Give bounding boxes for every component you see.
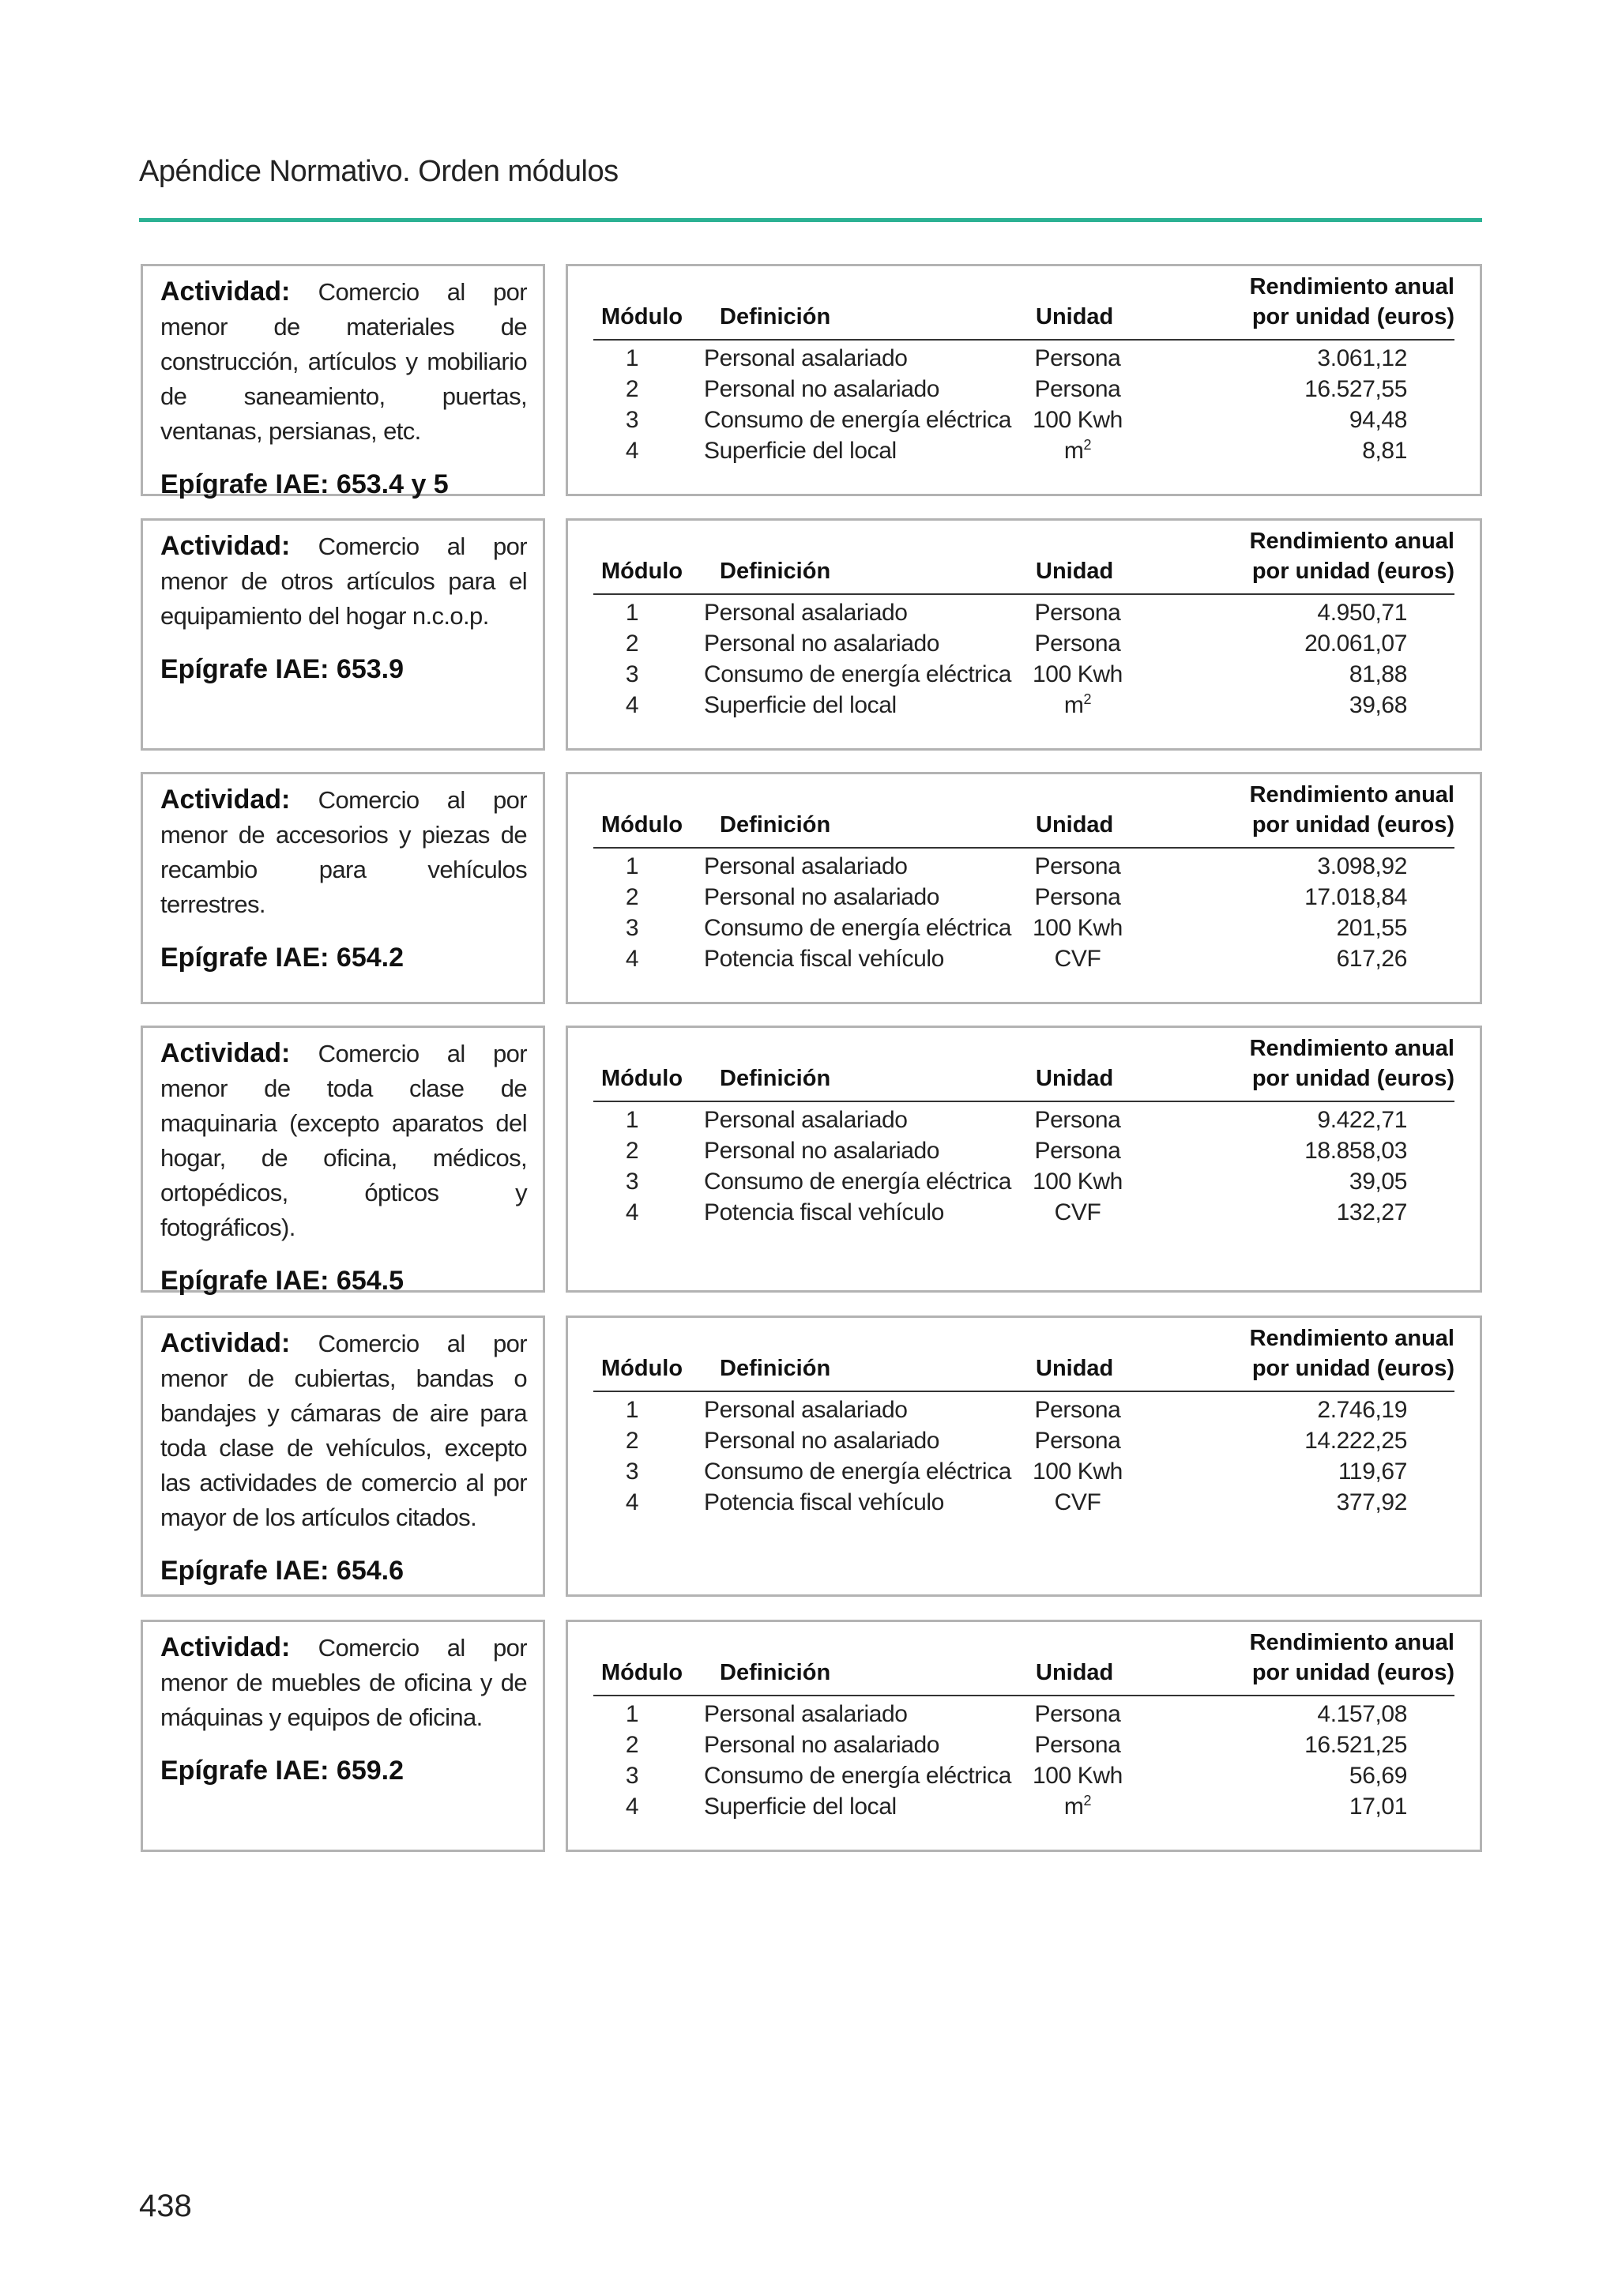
- header-rendimiento-line2: por unidad (euros): [1251, 1660, 1454, 1685]
- cell-rendimiento: 18.858,03: [1304, 1138, 1407, 1164]
- cell-rendimiento: 119,67: [1338, 1459, 1407, 1485]
- module-table: [566, 772, 1482, 1004]
- cell-definicion: Superficie del local: [704, 1794, 897, 1820]
- header-rule: [139, 218, 1482, 222]
- activity-text: Comercio al por menor de toda clase de maquinaria (excepto aparatos del hogar, de oficina, médicos, ortopédicos, ópticos y fotográficos).: [160, 1040, 527, 1241]
- cell-unidad: [999, 1107, 1157, 1134]
- header-definicion: Definición: [720, 1066, 831, 1091]
- activity-label: Actividad:: [160, 1632, 291, 1662]
- cell-definicion: Consumo de energía eléctrica: [704, 661, 1012, 687]
- cell-unidad: [999, 1428, 1157, 1455]
- cell-rendimiento: 201,55: [1336, 915, 1407, 941]
- activity-label: Actividad:: [160, 785, 291, 815]
- cell-unidad: [999, 376, 1157, 403]
- module-block: [141, 518, 1482, 751]
- cell-unidad: [999, 853, 1157, 880]
- epigrafe-label: Epígrafe IAE: 653.4 y 5: [160, 469, 449, 499]
- header-unidad: Unidad: [1036, 304, 1114, 329]
- table-header: [568, 1622, 1480, 1701]
- header-rule: [593, 1101, 1454, 1102]
- table-row: [568, 1199, 1480, 1230]
- table-row: [568, 376, 1480, 407]
- epigrafe-label: Epígrafe IAE: 654.5: [160, 1266, 404, 1296]
- cell-unidad: [999, 1701, 1157, 1728]
- unit-superscript: 2: [1083, 1793, 1092, 1809]
- header-rule: [593, 1695, 1454, 1696]
- cell-modulo: 4: [625, 1489, 639, 1515]
- unit-text: Persona: [1034, 1701, 1121, 1727]
- table-row: [568, 1138, 1480, 1169]
- activity-box: [141, 1026, 545, 1296]
- unit-text: 100 Kwh: [1033, 1169, 1123, 1195]
- cell-rendimiento: 4.157,08: [1317, 1701, 1407, 1727]
- cell-rendimiento: 377,92: [1336, 1489, 1407, 1515]
- cell-definicion: Consumo de energía eléctrica: [704, 1169, 1012, 1195]
- cell-modulo: 1: [625, 600, 639, 626]
- cell-unidad: [999, 1459, 1157, 1485]
- epigrafe-label: Epígrafe IAE: 653.9: [160, 654, 404, 684]
- cell-rendimiento: 617,26: [1336, 946, 1407, 972]
- cell-modulo: 2: [625, 1732, 639, 1758]
- module-table: [566, 1026, 1482, 1293]
- cell-unidad: [999, 1169, 1157, 1195]
- activity-text: Comercio al por menor de muebles de oficina y de máquinas y equipos de oficina.: [160, 1634, 527, 1731]
- table-row: [568, 1732, 1480, 1763]
- table-row: [568, 1169, 1480, 1199]
- cell-definicion: Personal asalariado: [704, 1701, 908, 1727]
- module-table: [566, 1620, 1482, 1852]
- header-unidad: Unidad: [1036, 1356, 1114, 1381]
- cell-modulo: 3: [625, 1763, 639, 1789]
- cell-unidad: [999, 1763, 1157, 1790]
- table-row: [568, 884, 1480, 915]
- table-row: [568, 345, 1480, 376]
- header-definicion: Definición: [720, 812, 831, 837]
- cell-unidad: [999, 1397, 1157, 1424]
- epigrafe-label: Epígrafe IAE: 654.2: [160, 943, 404, 973]
- module-table: [566, 1315, 1482, 1597]
- cell-definicion: Potencia fiscal vehículo: [704, 1489, 944, 1515]
- cell-unidad: [999, 946, 1157, 973]
- header-rendimiento-line2: por unidad (euros): [1251, 559, 1454, 584]
- cell-modulo: 3: [625, 1169, 639, 1195]
- activity-description: [160, 529, 527, 634]
- cell-rendimiento: 132,27: [1336, 1199, 1407, 1225]
- header-modulo: Módulo: [601, 1066, 683, 1091]
- unit-text: Persona: [1034, 345, 1121, 371]
- table-row: [568, 1397, 1480, 1428]
- unit-text: Persona: [1034, 853, 1121, 879]
- cell-unidad: [999, 1138, 1157, 1165]
- cell-unidad: [999, 438, 1157, 465]
- cell-modulo: 3: [625, 661, 639, 687]
- unit-text: Persona: [1034, 376, 1121, 402]
- cell-modulo: 3: [625, 407, 639, 433]
- cell-rendimiento: 94,48: [1349, 407, 1407, 433]
- module-block: [141, 1620, 1482, 1852]
- table-row: [568, 630, 1480, 661]
- cell-modulo: 4: [625, 692, 639, 718]
- epigrafe-label: Epígrafe IAE: 654.6: [160, 1556, 404, 1586]
- cell-definicion: Personal no asalariado: [704, 884, 940, 910]
- cell-unidad: [999, 630, 1157, 657]
- header-rendimiento-line1: Rendimiento anual: [1249, 529, 1454, 554]
- cell-rendimiento: 3.061,12: [1317, 345, 1407, 371]
- cell-rendimiento: 17.018,84: [1304, 884, 1407, 910]
- header-definicion: Definición: [720, 304, 831, 329]
- cell-definicion: Personal no asalariado: [704, 630, 940, 657]
- activity-description: [160, 782, 527, 922]
- cell-modulo: 1: [625, 345, 639, 371]
- cell-unidad: [999, 915, 1157, 942]
- cell-definicion: Personal no asalariado: [704, 376, 940, 402]
- header-rule: [593, 1391, 1454, 1392]
- unit-text: CVF: [1054, 1199, 1101, 1225]
- cell-modulo: 4: [625, 1794, 639, 1820]
- header-rendimiento-line1: Rendimiento anual: [1249, 1630, 1454, 1655]
- cell-unidad: [999, 407, 1157, 434]
- cell-definicion: Personal no asalariado: [704, 1138, 940, 1164]
- cell-definicion: Consumo de energía eléctrica: [704, 407, 1012, 433]
- unit-text: Persona: [1034, 1397, 1121, 1423]
- cell-rendimiento: 8,81: [1362, 438, 1407, 464]
- table-header: [568, 266, 1480, 345]
- table-header: [568, 1028, 1480, 1107]
- table-row: [568, 1763, 1480, 1794]
- cell-rendimiento: 3.098,92: [1317, 853, 1407, 879]
- cell-unidad: [999, 345, 1157, 372]
- cell-modulo: 1: [625, 853, 639, 879]
- header-rendimiento-line1: Rendimiento anual: [1249, 274, 1454, 299]
- module-block: [141, 1026, 1482, 1296]
- unit-superscript: 2: [1083, 437, 1092, 453]
- cell-unidad: [999, 600, 1157, 627]
- activity-box: [141, 772, 545, 1004]
- unit-text: 100 Kwh: [1033, 915, 1123, 941]
- activity-label: Actividad:: [160, 1328, 291, 1358]
- table-row: [568, 946, 1480, 977]
- header-rule: [593, 847, 1454, 849]
- unit-superscript: 2: [1083, 691, 1092, 707]
- header-rendimiento-line1: Rendimiento anual: [1249, 782, 1454, 807]
- cell-modulo: 4: [625, 946, 639, 972]
- unit-text: 100 Kwh: [1033, 407, 1123, 433]
- table-row: [568, 661, 1480, 692]
- cell-definicion: Personal no asalariado: [704, 1732, 940, 1758]
- header-rendimiento-line2: por unidad (euros): [1251, 1066, 1454, 1091]
- unit-text: 100 Kwh: [1033, 1459, 1123, 1485]
- activity-text: Comercio al por menor de materiales de construcción, artículos y mobiliario de saneamiento, puertas, ventanas, persianas, etc.: [160, 278, 527, 445]
- cell-unidad: [999, 1489, 1157, 1516]
- header-modulo: Módulo: [601, 812, 683, 837]
- cell-definicion: Superficie del local: [704, 692, 897, 718]
- header-unidad: Unidad: [1036, 559, 1114, 584]
- header-definicion: Definición: [720, 559, 831, 584]
- cell-rendimiento: 20.061,07: [1304, 630, 1407, 657]
- header-unidad: Unidad: [1036, 1660, 1114, 1685]
- module-table: [566, 264, 1482, 496]
- activity-text: Comercio al por menor de cubiertas, bandas o bandajes y cámaras de aire para toda clase de vehículos, excepto las actividades de comercio al por mayor de los artículos citados.: [160, 1330, 527, 1531]
- cell-rendimiento: 4.950,71: [1317, 600, 1407, 626]
- cell-modulo: 4: [625, 438, 639, 464]
- unit-text: m: [1063, 692, 1084, 718]
- cell-definicion: Personal asalariado: [704, 853, 908, 879]
- cell-definicion: Personal asalariado: [704, 345, 908, 371]
- unit-text: CVF: [1054, 946, 1101, 972]
- table-row: [568, 915, 1480, 946]
- cell-rendimiento: 56,69: [1349, 1763, 1407, 1789]
- header-modulo: Módulo: [601, 559, 683, 584]
- header-modulo: Módulo: [601, 1660, 683, 1685]
- unit-text: Persona: [1034, 1428, 1121, 1454]
- cell-unidad: [999, 884, 1157, 911]
- table-row: [568, 600, 1480, 630]
- table-header: [568, 774, 1480, 853]
- activity-label: Actividad:: [160, 531, 291, 561]
- header-rendimiento-line1: Rendimiento anual: [1249, 1036, 1454, 1061]
- cell-unidad: [999, 1199, 1157, 1226]
- cell-definicion: Consumo de energía eléctrica: [704, 1763, 1012, 1789]
- cell-rendimiento: 39,68: [1349, 692, 1407, 718]
- activity-label: Actividad:: [160, 1038, 291, 1068]
- activity-text: Comercio al por menor de accesorios y piezas de recambio para vehículos terrestres.: [160, 786, 527, 918]
- activity-description: [160, 274, 527, 449]
- module-block: [141, 1315, 1482, 1597]
- table-row: [568, 1428, 1480, 1459]
- header-rule: [593, 339, 1454, 341]
- cell-definicion: Potencia fiscal vehículo: [704, 1199, 944, 1225]
- cell-modulo: 2: [625, 1428, 639, 1454]
- cell-rendimiento: 39,05: [1349, 1169, 1407, 1195]
- cell-rendimiento: 16.527,55: [1304, 376, 1407, 402]
- cell-modulo: 1: [625, 1107, 639, 1133]
- activity-description: [160, 1326, 527, 1535]
- cell-definicion: Personal asalariado: [704, 1107, 908, 1133]
- cell-modulo: 2: [625, 630, 639, 657]
- cell-modulo: 2: [625, 884, 639, 910]
- cell-definicion: Personal asalariado: [704, 1397, 908, 1423]
- unit-text: 100 Kwh: [1033, 661, 1123, 687]
- cell-modulo: 1: [625, 1701, 639, 1727]
- activity-box: [141, 518, 545, 751]
- unit-text: m: [1063, 438, 1084, 464]
- cell-definicion: Potencia fiscal vehículo: [704, 946, 944, 972]
- cell-unidad: [999, 1794, 1157, 1820]
- cell-modulo: 4: [625, 1199, 639, 1225]
- unit-text: Persona: [1034, 1138, 1121, 1164]
- activity-box: [141, 1315, 545, 1597]
- cell-modulo: 1: [625, 1397, 639, 1423]
- unit-text: m: [1063, 1794, 1084, 1820]
- header-modulo: Módulo: [601, 304, 683, 329]
- table-row: [568, 1459, 1480, 1489]
- table-row: [568, 1489, 1480, 1520]
- unit-text: Persona: [1034, 884, 1121, 910]
- table-header: [568, 521, 1480, 600]
- activity-text: Comercio al por menor de otros artículos para el equipamiento del hogar n.c.o.p.: [160, 533, 527, 630]
- table-row: [568, 692, 1480, 723]
- table-row: [568, 438, 1480, 469]
- cell-rendimiento: 14.222,25: [1304, 1428, 1407, 1454]
- table-row: [568, 853, 1480, 884]
- epigrafe-label: Epígrafe IAE: 659.2: [160, 1756, 404, 1786]
- module-table: [566, 518, 1482, 751]
- cell-unidad: [999, 661, 1157, 688]
- header-unidad: Unidad: [1036, 812, 1114, 837]
- header-rendimiento-line2: por unidad (euros): [1251, 304, 1454, 329]
- cell-definicion: Superficie del local: [704, 438, 897, 464]
- table-row: [568, 1107, 1480, 1138]
- cell-rendimiento: 2.746,19: [1317, 1397, 1407, 1423]
- module-block: [141, 772, 1482, 1004]
- table-row: [568, 407, 1480, 438]
- unit-text: Persona: [1034, 630, 1121, 657]
- module-block: [141, 264, 1482, 499]
- table-row: [568, 1794, 1480, 1824]
- header-unidad: Unidad: [1036, 1066, 1114, 1091]
- cell-rendimiento: 9.422,71: [1317, 1107, 1407, 1133]
- header-rendimiento-line1: Rendimiento anual: [1249, 1326, 1454, 1351]
- unit-text: CVF: [1054, 1489, 1101, 1515]
- cell-modulo: 2: [625, 1138, 639, 1164]
- cell-definicion: Consumo de energía eléctrica: [704, 1459, 1012, 1485]
- cell-definicion: Consumo de energía eléctrica: [704, 915, 1012, 941]
- activity-box: [141, 1620, 545, 1852]
- activity-description: [160, 1630, 527, 1735]
- header-rendimiento-line2: por unidad (euros): [1251, 812, 1454, 837]
- cell-unidad: [999, 692, 1157, 719]
- page-number: 438: [139, 2189, 192, 2223]
- running-header-title: Apéndice Normativo. Orden módulos: [139, 155, 619, 188]
- header-definicion: Definición: [720, 1660, 831, 1685]
- cell-modulo: 2: [625, 376, 639, 402]
- header-definicion: Definición: [720, 1356, 831, 1381]
- cell-modulo: 3: [625, 1459, 639, 1485]
- cell-modulo: 3: [625, 915, 639, 941]
- activity-description: [160, 1036, 527, 1245]
- cell-definicion: Personal no asalariado: [704, 1428, 940, 1454]
- header-modulo: Módulo: [601, 1356, 683, 1381]
- activity-label: Actividad:: [160, 277, 291, 307]
- table-row: [568, 1701, 1480, 1732]
- cell-definicion: Personal asalariado: [704, 600, 908, 626]
- header-rule: [593, 593, 1454, 595]
- unit-text: 100 Kwh: [1033, 1763, 1123, 1789]
- table-header: [568, 1318, 1480, 1397]
- cell-rendimiento: 81,88: [1349, 661, 1407, 687]
- unit-text: Persona: [1034, 600, 1121, 626]
- activity-box: [141, 264, 545, 499]
- cell-rendimiento: 16.521,25: [1304, 1732, 1407, 1758]
- cell-unidad: [999, 1732, 1157, 1759]
- unit-text: Persona: [1034, 1107, 1121, 1133]
- unit-text: Persona: [1034, 1732, 1121, 1758]
- cell-rendimiento: 17,01: [1349, 1794, 1407, 1820]
- header-rendimiento-line2: por unidad (euros): [1251, 1356, 1454, 1381]
